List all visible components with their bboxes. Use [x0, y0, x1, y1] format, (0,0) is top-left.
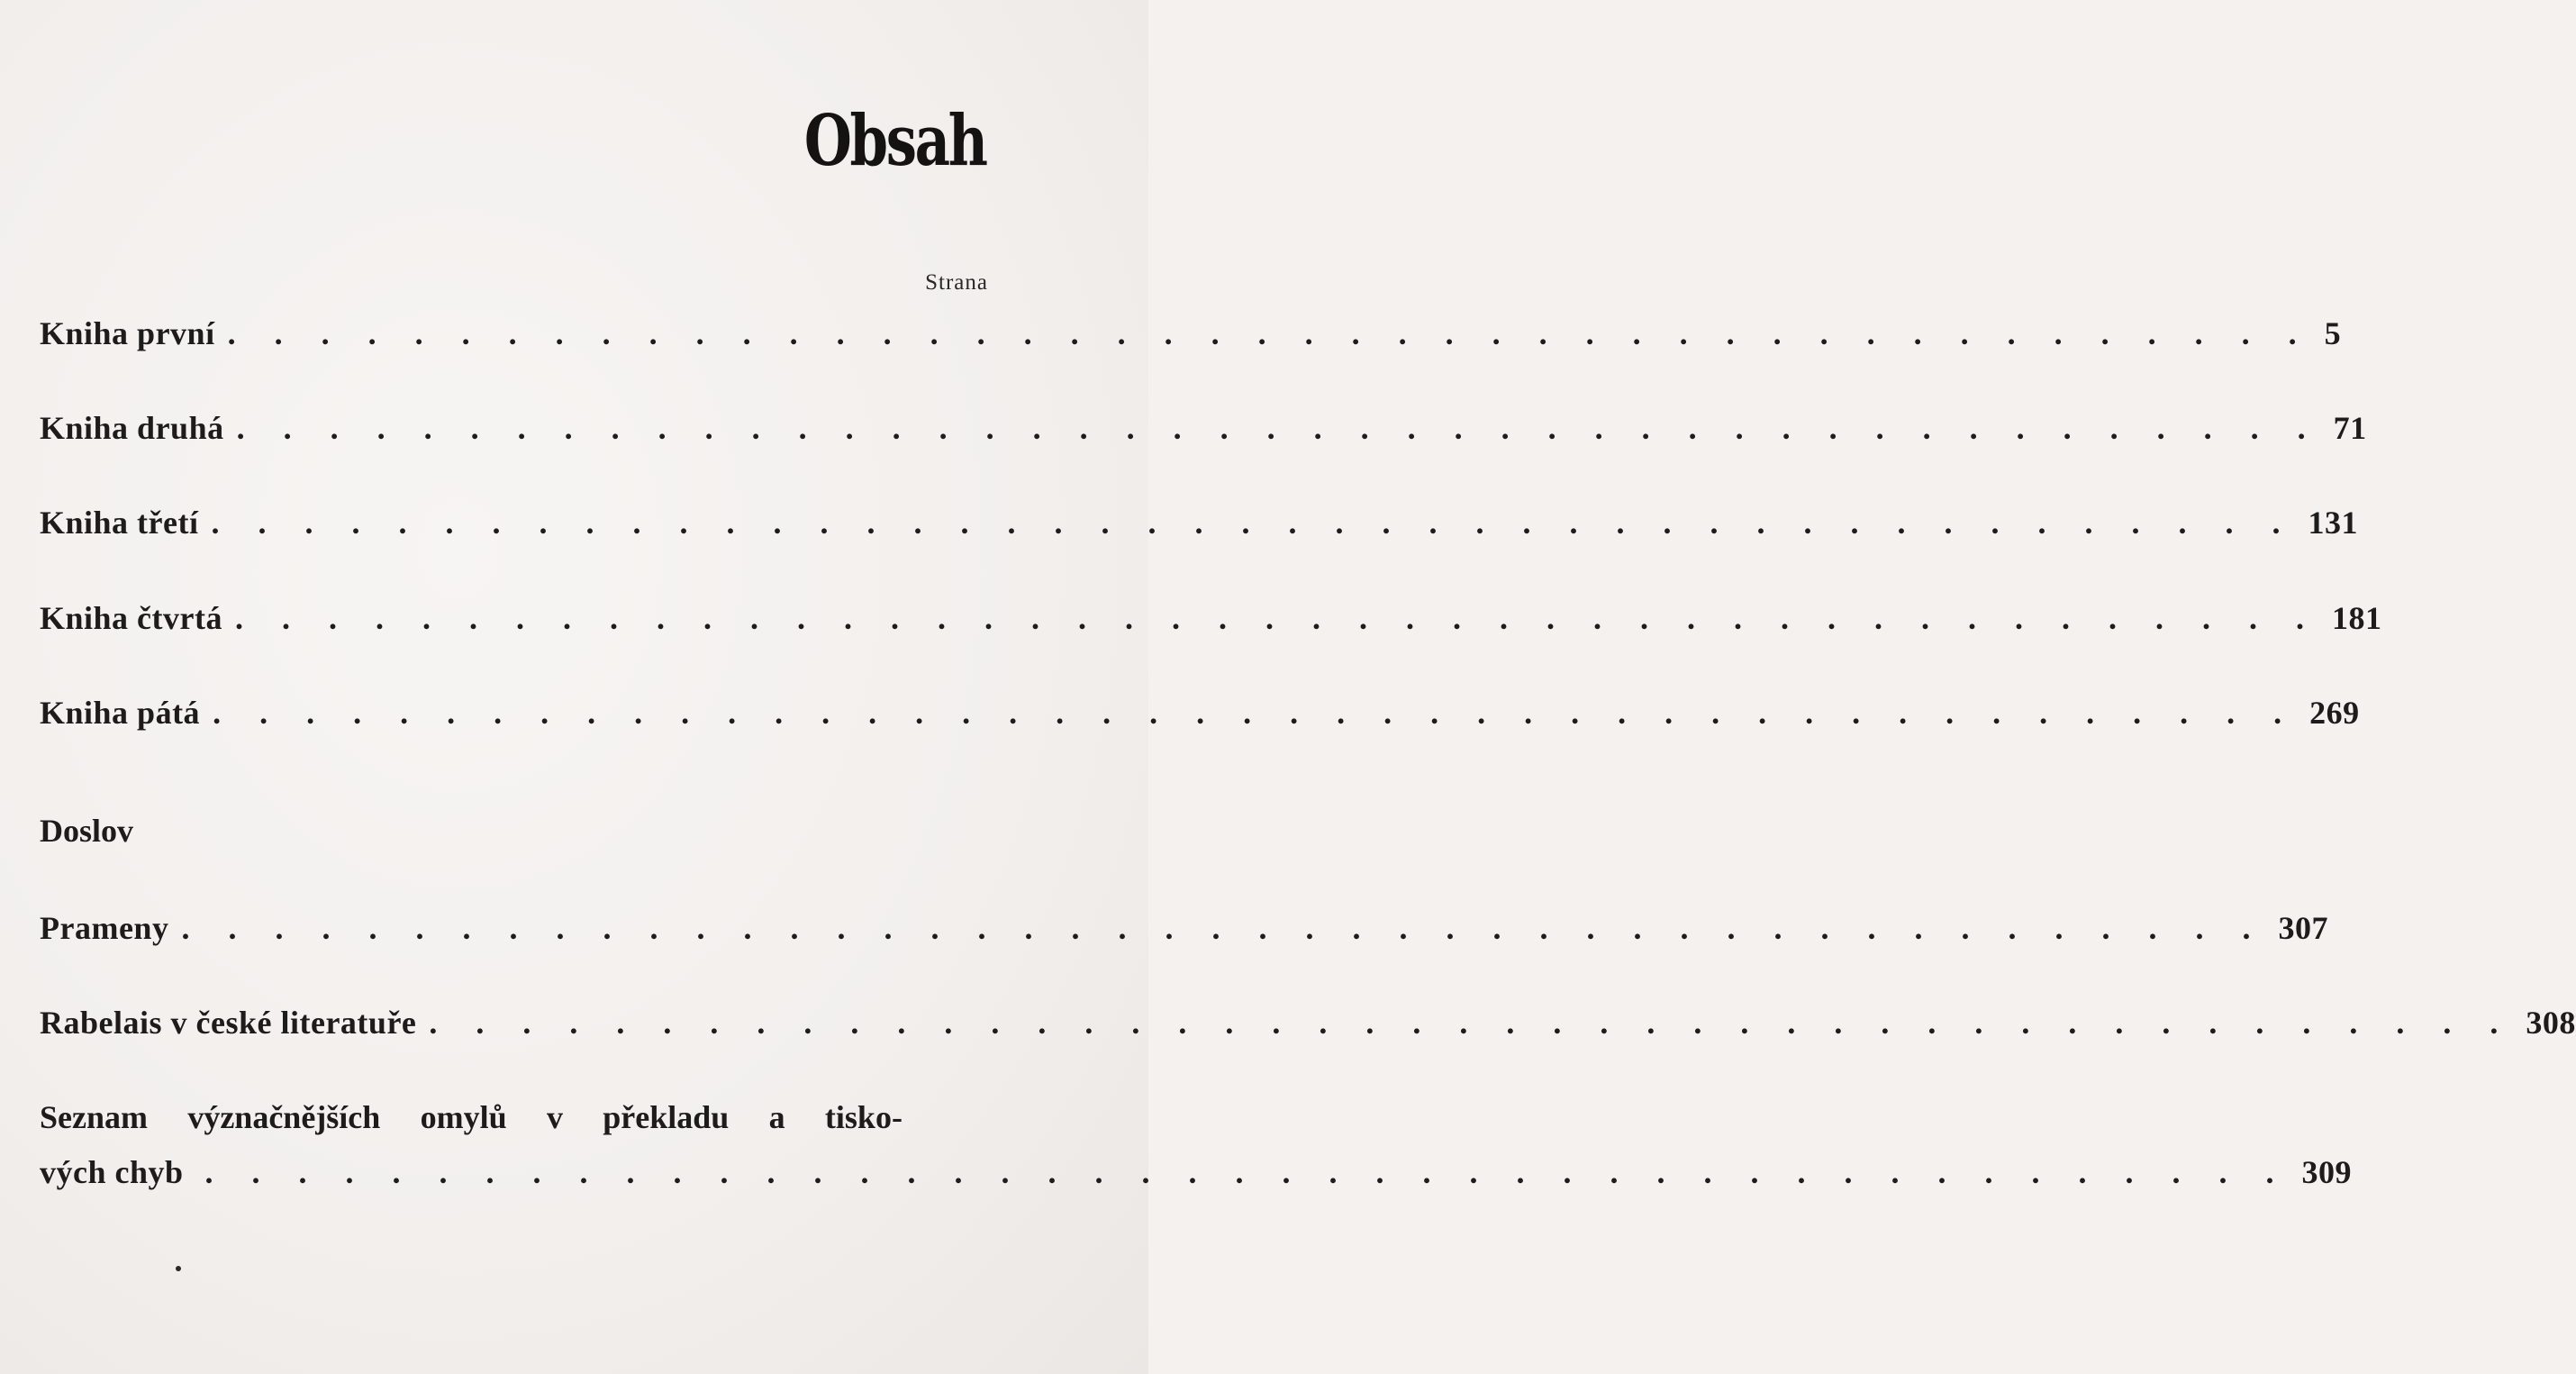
toc-entry-page: 71 [2333, 410, 2367, 446]
dot-leader: . . . . . . . . . . . . . . . . . . . . . . . . . . . . . . . . . . . . . . . . . . . . . [227, 315, 2312, 351]
toc-entry-label: Kniha pátá [40, 695, 201, 731]
errata-entry-line1[interactable] [40, 1101, 903, 1133]
toc-entry[interactable] [40, 910, 2328, 946]
toc-entry[interactable] [40, 1005, 2576, 1041]
page-title: Obsah [804, 100, 986, 182]
toc-entry-label: Kniha druhá [40, 410, 224, 446]
errata-word: a [768, 1099, 785, 1135]
dot-leader: . . . . . . . . . . . . . . . . . . . . . . . . . . . . . . . . . . . . . . . . . . . . . [181, 910, 2266, 946]
ink-speck [176, 1266, 181, 1271]
toc-entry-label: Kniha třetí [40, 505, 199, 541]
page-column-header: Strana [925, 270, 988, 295]
toc-entry-page: 308 [2526, 1005, 2576, 1041]
dot-leader: . . . . . . . . . . . . . . . . . . . . . . . . . . . . . . . . . . . . . . . . . . . . . [213, 695, 2298, 731]
toc-entry[interactable] [40, 695, 2360, 731]
toc-entry-label: Rabelais v české literatuře [40, 1005, 417, 1041]
errata-word: význačnějších [187, 1099, 381, 1135]
toc-entry-label: Kniha čtvrtá [40, 600, 222, 636]
toc-entry-page: 181 [2331, 600, 2382, 636]
dot-leader: . . . . . . . . . . . . . . . . . . . . . . . . . . . . . . . . . . . . . . . . . . . . . [429, 1005, 2514, 1041]
toc-entry-page: 309 [2301, 1154, 2353, 1190]
errata-word: omylů [420, 1099, 507, 1135]
toc-entry-page: 131 [2308, 505, 2358, 541]
errata-word: v [546, 1099, 563, 1135]
toc-entry[interactable] [40, 315, 2342, 351]
toc-entry-label: Kniha první [40, 315, 215, 351]
dot-leader: . . . . . . . . . . . . . . . . . . . . . . . . . . . . . . . . . . . . . . . . . . . . . [234, 600, 2319, 636]
toc-entry-page: 307 [2278, 910, 2328, 946]
toc-entry[interactable] [40, 410, 2367, 446]
dot-leader: . . . . . . . . . . . . . . . . . . . . . . . . . . . . . . . . . . . . . . . . . . . . . [211, 505, 2296, 541]
toc-entry[interactable] [40, 600, 2382, 636]
section-heading: Doslov [40, 813, 134, 849]
toc-entry-label: vých chyb [40, 1154, 184, 1190]
show-through-text [41, 1036, 55, 1096]
dot-leader: . . . . . . . . . . . . . . . . . . . . . . . . . . . . . . . . . . . . . . . . . . . . . [236, 410, 2321, 446]
toc-entry-page: 5 [2324, 315, 2342, 351]
toc-entry[interactable] [40, 505, 2358, 541]
dot-leader: . . . . . . . . . . . . . . . . . . . . . . . . . . . . . . . . . . . . . . . . . . . . . [204, 1154, 2290, 1190]
errata-word: tisko- [824, 1099, 903, 1135]
toc-entry-page: 269 [2309, 695, 2360, 731]
toc-entry[interactable] [40, 1154, 2353, 1190]
errata-word: Seznam [40, 1099, 148, 1135]
toc-entry-label: Prameny [40, 910, 169, 946]
errata-word: překladu [603, 1099, 730, 1135]
